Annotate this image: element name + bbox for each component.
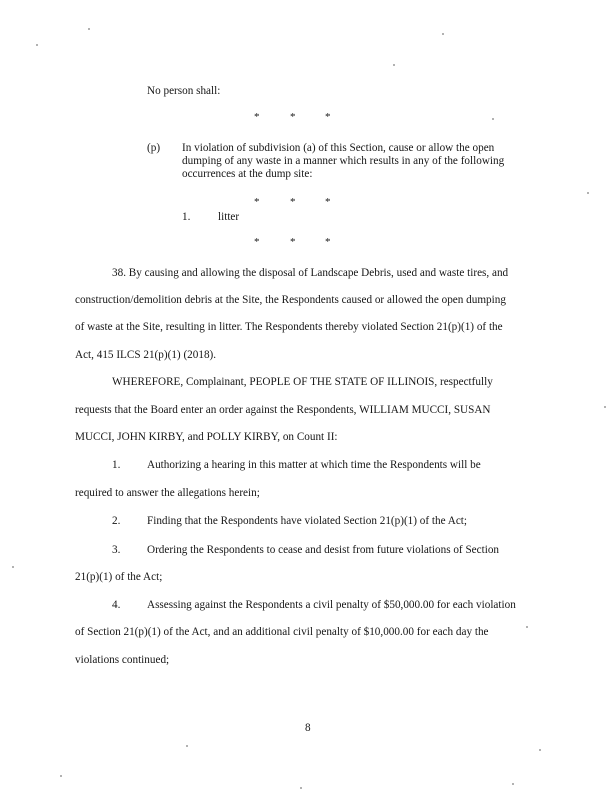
scan-speckle	[300, 787, 302, 789]
scan-speckle	[512, 783, 514, 785]
request-line: violations continued;	[75, 654, 170, 666]
wherefore-line: WHEREFORE, Complainant, PEOPLE OF THE STATE OF ILLINOIS, respectfully	[112, 376, 493, 388]
subdivision-line: dumping of any waste in a manner which results in any of the following	[182, 155, 505, 167]
paragraph-38-line: of waste at the Site, resulting in litter. The Respondents thereby violated Section 21(p)(1) of the	[75, 321, 503, 333]
request-number: 3.	[112, 544, 121, 556]
scan-speckle	[539, 749, 541, 751]
scan-speckle	[442, 33, 444, 35]
item-text: litter	[218, 211, 240, 223]
scan-speckle	[587, 192, 589, 194]
ellipsis-star: *	[254, 196, 260, 208]
request-number: 1.	[112, 459, 121, 471]
ellipsis-star: *	[254, 111, 260, 123]
request-line: Authorizing a hearing in this matter at which time the Respondents will be	[147, 459, 481, 471]
scan-speckle	[88, 28, 90, 30]
request-number: 4.	[112, 599, 121, 611]
scan-speckle	[186, 745, 188, 747]
paragraph-38-line: construction/demolition debris at the Site, the Respondents caused or allowed the open dumping	[75, 294, 506, 306]
request-line: of Section 21(p)(1) of the Act, and an additional civil penalty of $10,000.00 for each day the	[75, 626, 489, 638]
scan-speckle	[604, 406, 606, 408]
ellipsis-star: *	[290, 111, 296, 123]
request-line: Finding that the Respondents have violated Section 21(p)(1) of the Act;	[147, 515, 468, 527]
subdivision-line: In violation of subdivision (a) of this Section, cause or allow the open	[182, 142, 495, 154]
page-number: 8	[305, 722, 311, 734]
scan-speckle	[492, 118, 494, 120]
ellipsis-star: *	[325, 236, 331, 248]
wherefore-line: requests that the Board enter an order against the Respondents, WILLIAM MUCCI, SUSAN	[75, 404, 491, 416]
item-label: 1.	[182, 211, 191, 223]
ellipsis-star: *	[325, 196, 331, 208]
request-line: 21(p)(1) of the Act;	[75, 571, 163, 583]
request-line: required to answer the allegations herein;	[75, 487, 260, 499]
scan-speckle	[393, 64, 395, 66]
wherefore-line: MUCCI, JOHN KIRBY, and POLLY KIRBY, on Count II:	[75, 431, 338, 443]
subdivision-label: (p)	[147, 142, 161, 154]
ellipsis-star: *	[254, 236, 260, 248]
subdivision-line: occurrences at the dump site:	[182, 168, 313, 180]
ellipsis-star: *	[325, 111, 331, 123]
scan-speckle	[60, 775, 62, 777]
paragraph-38-line: 38. By causing and allowing the disposal of Landscape Debris, used and waste tires, and	[112, 267, 509, 279]
request-line: Assessing against the Respondents a civil penalty of $50,000.00 for each violation	[147, 599, 516, 611]
request-number: 2.	[112, 515, 121, 527]
ellipsis-star: *	[290, 236, 296, 248]
paragraph-38-line: Act, 415 ILCS 21(p)(1) (2018).	[75, 349, 217, 361]
request-line: Ordering the Respondents to cease and desist from future violations of Section	[147, 544, 500, 556]
scan-speckle	[36, 44, 38, 46]
scan-speckle	[12, 566, 14, 568]
intro-line: No person shall:	[147, 85, 221, 97]
ellipsis-star: *	[290, 196, 296, 208]
scan-speckle	[526, 626, 528, 628]
